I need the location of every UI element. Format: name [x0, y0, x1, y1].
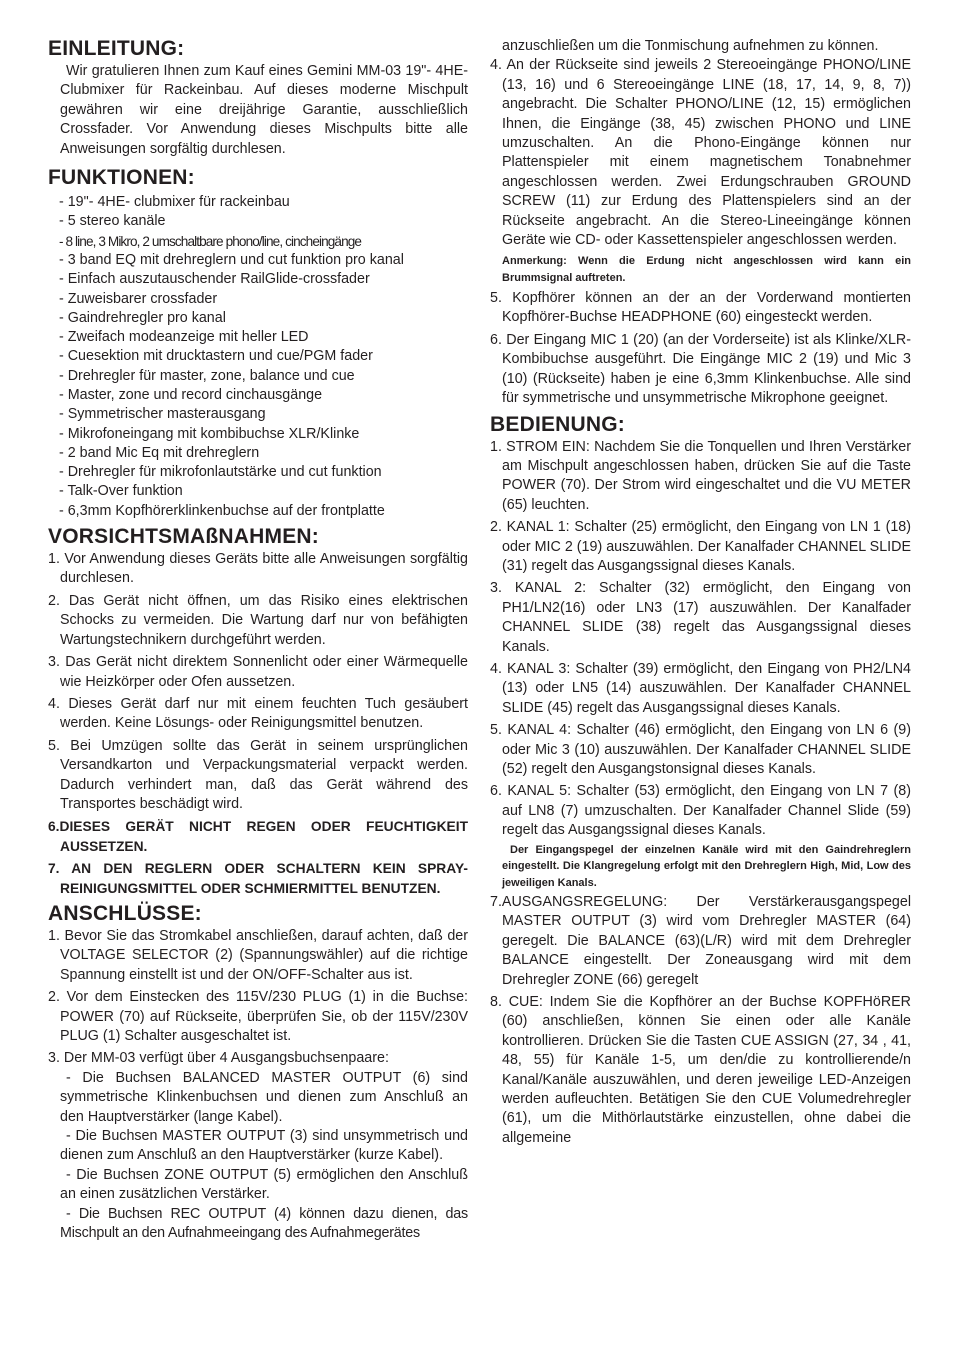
continued-text: anzuschließen um die Tonmischung aufnehmen zu können. [502, 38, 879, 54]
list-item: - Drehregler für mikrofonlautstärke und cut funktion [59, 464, 382, 481]
list-item: - Zweifach modeanzeige mit heller LED [59, 329, 309, 346]
heading-einleitung: EINLEITUNG: [48, 37, 185, 60]
list-item: 1. STROM EIN: Nachdem Sie die Tonquellen und Ihren Verstärker am Mischpult angeschlossen haben, drücken Sie auf die Taste POWER (70). Der Strom wird eingeschaltet und die VU METER (65) leuchten. [490, 438, 911, 513]
list-item: 3. KANAL 2: Schalter (32) ermöglicht, den Eingang von PH1/LN2(16) oder LN3 (17) auszuwählen. Der Kanalfader CHANNEL SLIDE (38) regelt das Ausgangssignal dieses Kanals. [490, 580, 911, 655]
list-item: 7.AUSGANGSREGELUNG: Der Verstärkerausgangspegel MASTER OUTPUT (3) wird vom Drehregler MASTER (64) geregelt. Die BALANCE (63)(L/R) wird mit dem Drehregler BALANCE eingestellt. Der Zoneausgang wird mit dem Drehregler ZONE (66) geregelt [490, 894, 911, 988]
heading-anschluesse: ANSCHLÜSSE: [48, 901, 202, 925]
heading-bedienung: BEDIENUNG: [490, 412, 626, 436]
list-item: - Talk-Over funktion [59, 483, 183, 500]
list-item: - 3 band EQ mit drehreglern und cut funktion pro kanal [59, 251, 404, 268]
list-item: 6. KANAL 5: Schalter (53) ermöglicht, den Eingang von LN 7 (8) auf LN8 (7) umzuschalten. Der Kanalfader Channel Slide (59) regelt das Ausgangssignal dieses Kanals. [490, 783, 911, 839]
list-item: - Master, zone und record cinchausgänge [59, 387, 323, 403]
list-item: 5. Kopfhörer können an der an der Vorderwand montierten Kopfhörer-Buchse HEADPHONE (60) eingesteckt werden. [490, 290, 911, 326]
list-item: - Gaindrehregler pro kanal [59, 309, 226, 326]
list-item: 2. Das Gerät nicht öffnen, um das Risiko eines elektrischen Schocks zu vermeiden. Die Wartung darf nur von befähigten Wartungstechnikern durchgeführt werden. [48, 592, 468, 648]
list-item: - Zuweisbarer crossfader [59, 290, 218, 307]
gain-note: Der Eingangspegel der einzelnen Kanäle wird mit den Gaindrehreglern eingestellt. Die Klangregelung erfolgt mit den Drehreglern High, Mid, Low des jeweiligen Kanals. [502, 843, 911, 890]
list-item: 3. Der MM-03 verfügt über 4 Ausgangsbuchsenpaare: [48, 1050, 389, 1067]
operation-list [490, 438, 911, 841]
list-item: 4. Dieses Gerät darf nur mit einem feuchten Tuch gesäubert werden. Keine Lösungs- oder Reinigungsmittel benutzen. [48, 695, 468, 732]
list-item: 1. Bevor Sie das Stromkabel anschließen, darauf achten, daß der VOLTAGE SELECTOR (2) (Spannungswähler) auf die richtige Spannung einstellt ist und der ON/OFF-Schalter aus ist. [48, 927, 468, 983]
list-item: 6. Der Eingang MIC 1 (20) (an der Vorderseite) ist als Klinke/XLR-Kombibuchse ausgeführt. Die Eingänge MIC 2 (19) und Mic 3 (10) (Rückseite) haben je eine 6,3mm Klinkenbuchse. Alle sind für symmetrische und unsymmetrische Mikrophone geeignet. [490, 331, 911, 407]
feature-list [48, 193, 468, 521]
right-column [490, 37, 911, 1151]
list-item: 2. KANAL 1: Schalter (25) ermöglicht, den Eingang von LN 1 (18) oder MIC 2 (19) auszuwählen. Der Kanalfader CHANNEL SLIDE (31) regelt das Ausgangssignal dieses Kanals. [490, 519, 911, 574]
list-item: - Mikrofoneingang mit kombibuchse XLR/Klinke [59, 425, 360, 442]
list-item: - Symmetrischer masterausgang [59, 406, 266, 423]
list-item: - Einfach auszutauschender RailGlide-crossfader [59, 271, 370, 288]
list-item: 7. AN DEN REGLERN ODER SCHALTERN KEIN SPRAY-REINIGUNGSMITTEL ODER SCHMIERMITTEL BENUTZEN. [48, 861, 468, 896]
list-item: 5. Bei Umzügen sollte das Gerät in seinem ursprünglichen Versandkarton und Verpackungsmaterial verpackt werden. Dadurch verhindert man, daß das Gerät während des Transportes beschädigt wird. [48, 737, 468, 812]
list-item: 6.DIESES GERÄT NICHT REGEN ODER FEUCHTIGKEIT AUSSETZEN. [48, 819, 468, 854]
operation-list-continued [490, 893, 911, 1148]
output-sub-item: - Die Buchsen BALANCED MASTER OUTPUT (6) sind symmetrische Klinkenbuchsen und dienen zum Anschluß an den Hauptverstärker (lange Kabel). [60, 1069, 468, 1125]
connections-list-continued [490, 289, 911, 408]
connections-list [48, 927, 468, 1069]
output-sub-item: - Die Buchsen REC OUTPUT (4) können dazu dienen, das Mischpult an den Aufnahmeeingang des Aufnahmegerätes [60, 1205, 468, 1242]
intro-paragraph: Wir gratulieren Ihnen zum Kauf eines Gemini MM-03 19"- 4HE- Clubmixer für Rackeinbau. Auf dieses moderne Mischpult gewähren wir eine dreijährige Garantie, ausschließlich Crossfader. Vor Anwendung dieses Mischpults bitte alle Anweisungen sorgfältig durchlesen. [60, 63, 468, 157]
list-item: - 6,3mm Kopfhörerklinkenbuchse auf der frontplatte [59, 502, 385, 519]
grounding-note: Anmerkung: Wenn die Erdung nicht angeschlossen wird kann ein Brummsignal auftreten. [502, 255, 911, 285]
list-item: 1. Vor Anwendung dieses Geräts bitte alle Anweisungen sorgfältig durchlesen. [48, 551, 468, 587]
list-item: 2. Vor dem Einstecken des 115V/230 PLUG (1) in die Buchse: POWER (70) auf Rückseite, überprüfen Sie, ob der 115V/230V PLUG (1) Schalter ausgeschaltet ist. [48, 989, 468, 1045]
list-item: 4. An der Rückseite sind jeweils 2 Stereoeingänge PHONO/LINE (13, 16) und 6 Stereoeingänge LINE (18, 17, 14, 9, 8, 7)) angebracht. Die Schalter PHONO/LINE (12, 15) ermöglichen Ihnen, die Eingänge (38, 45) zwischen PHONO und LINE umzuschalten. An die Phono-Eingänge können nur Plattenspieler mit einem magnetischem Tonabnehmer angeschlossen werden. Zwei Erdungschrauben GROUND SCREW (11) zur Erdung des Plattenspielers sind an der Rückseite angebracht. An die Stereo-Lineeingänge können Geräte wie CD- oder Kassettenspieler angeschlossen werden. [490, 57, 911, 249]
left-column [48, 36, 468, 1243]
heading-vorsichtsmassnahmen: VORSICHTSMAßNAHMEN: [48, 525, 319, 549]
output-sub-item: - Die Buchsen ZONE OUTPUT (5) ermöglichen den Anschluß an einen zusätzlichen Verstärker. [60, 1166, 468, 1203]
heading-funktionen: FUNKTIONEN: [48, 166, 195, 190]
list-item: 4. KANAL 3: Schalter (39) ermöglicht, den Eingang von PH2/LN4 (13) oder LN5 (14) auszuwählen. Der Kanalfader CHANNEL SLIDE (45) regelt das Ausgangssignal dieses Kanals. [490, 660, 911, 716]
list-item: - Drehregler für master, zone, balance und cue [59, 367, 355, 384]
list-item: - 19"- 4HE- clubmixer für rackeinbau [59, 194, 290, 211]
connections-list-continued [490, 56, 911, 250]
list-item: 5. KANAL 4: Schalter (46) ermöglicht, den Eingang von LN 6 (9) oder Mic 3 (10) auszuwählen. Der Kanalfader CHANNEL SLIDE (52) regelt den Ausgangstonsignal dieses Kanals. [490, 722, 911, 777]
list-item: - 5 stereo kanäle [59, 213, 166, 230]
precautions-list [48, 550, 468, 898]
list-item: - Cuesektion mit drucktastern und cue/PGM fader [59, 348, 373, 365]
list-item: 3. Das Gerät nicht direktem Sonnenlicht oder einer Wärmequelle wie Heizkörper oder Ofen aussetzen. [48, 654, 468, 690]
list-item: - 2 band Mic Eq mit drehreglern [59, 444, 260, 461]
list-item: 8. CUE: Indem Sie die Kopfhörer an der Buchse KOPFHöRER (60) anschließen, können Sie einen oder alle Kanäle kontrollieren. Drücken Sie die Tasten CUE ASSIGN (27, 34 , 41, 48, 55) für Kanäle 1-5, um den/die zu kontrollierende/n Kanal/Kanäle auszuwählen, und deren jeweilige LED-Anzeigen werden aufleuchten. Betätigen Sie den CUE Volumedrehregler (61), um die Mithörlautstärke einzustellen, ohne dabei die allgemeine [490, 994, 911, 1146]
output-sub-item: - Die Buchsen MASTER OUTPUT (3) sind unsymmetrisch und dienen zum Anschluß an den Hauptverstärker (kurze Kabel). [60, 1128, 468, 1164]
list-item: - 8 line, 3 Mikro, 2 umschaltbare phono/line, cincheingänge [59, 233, 362, 249]
